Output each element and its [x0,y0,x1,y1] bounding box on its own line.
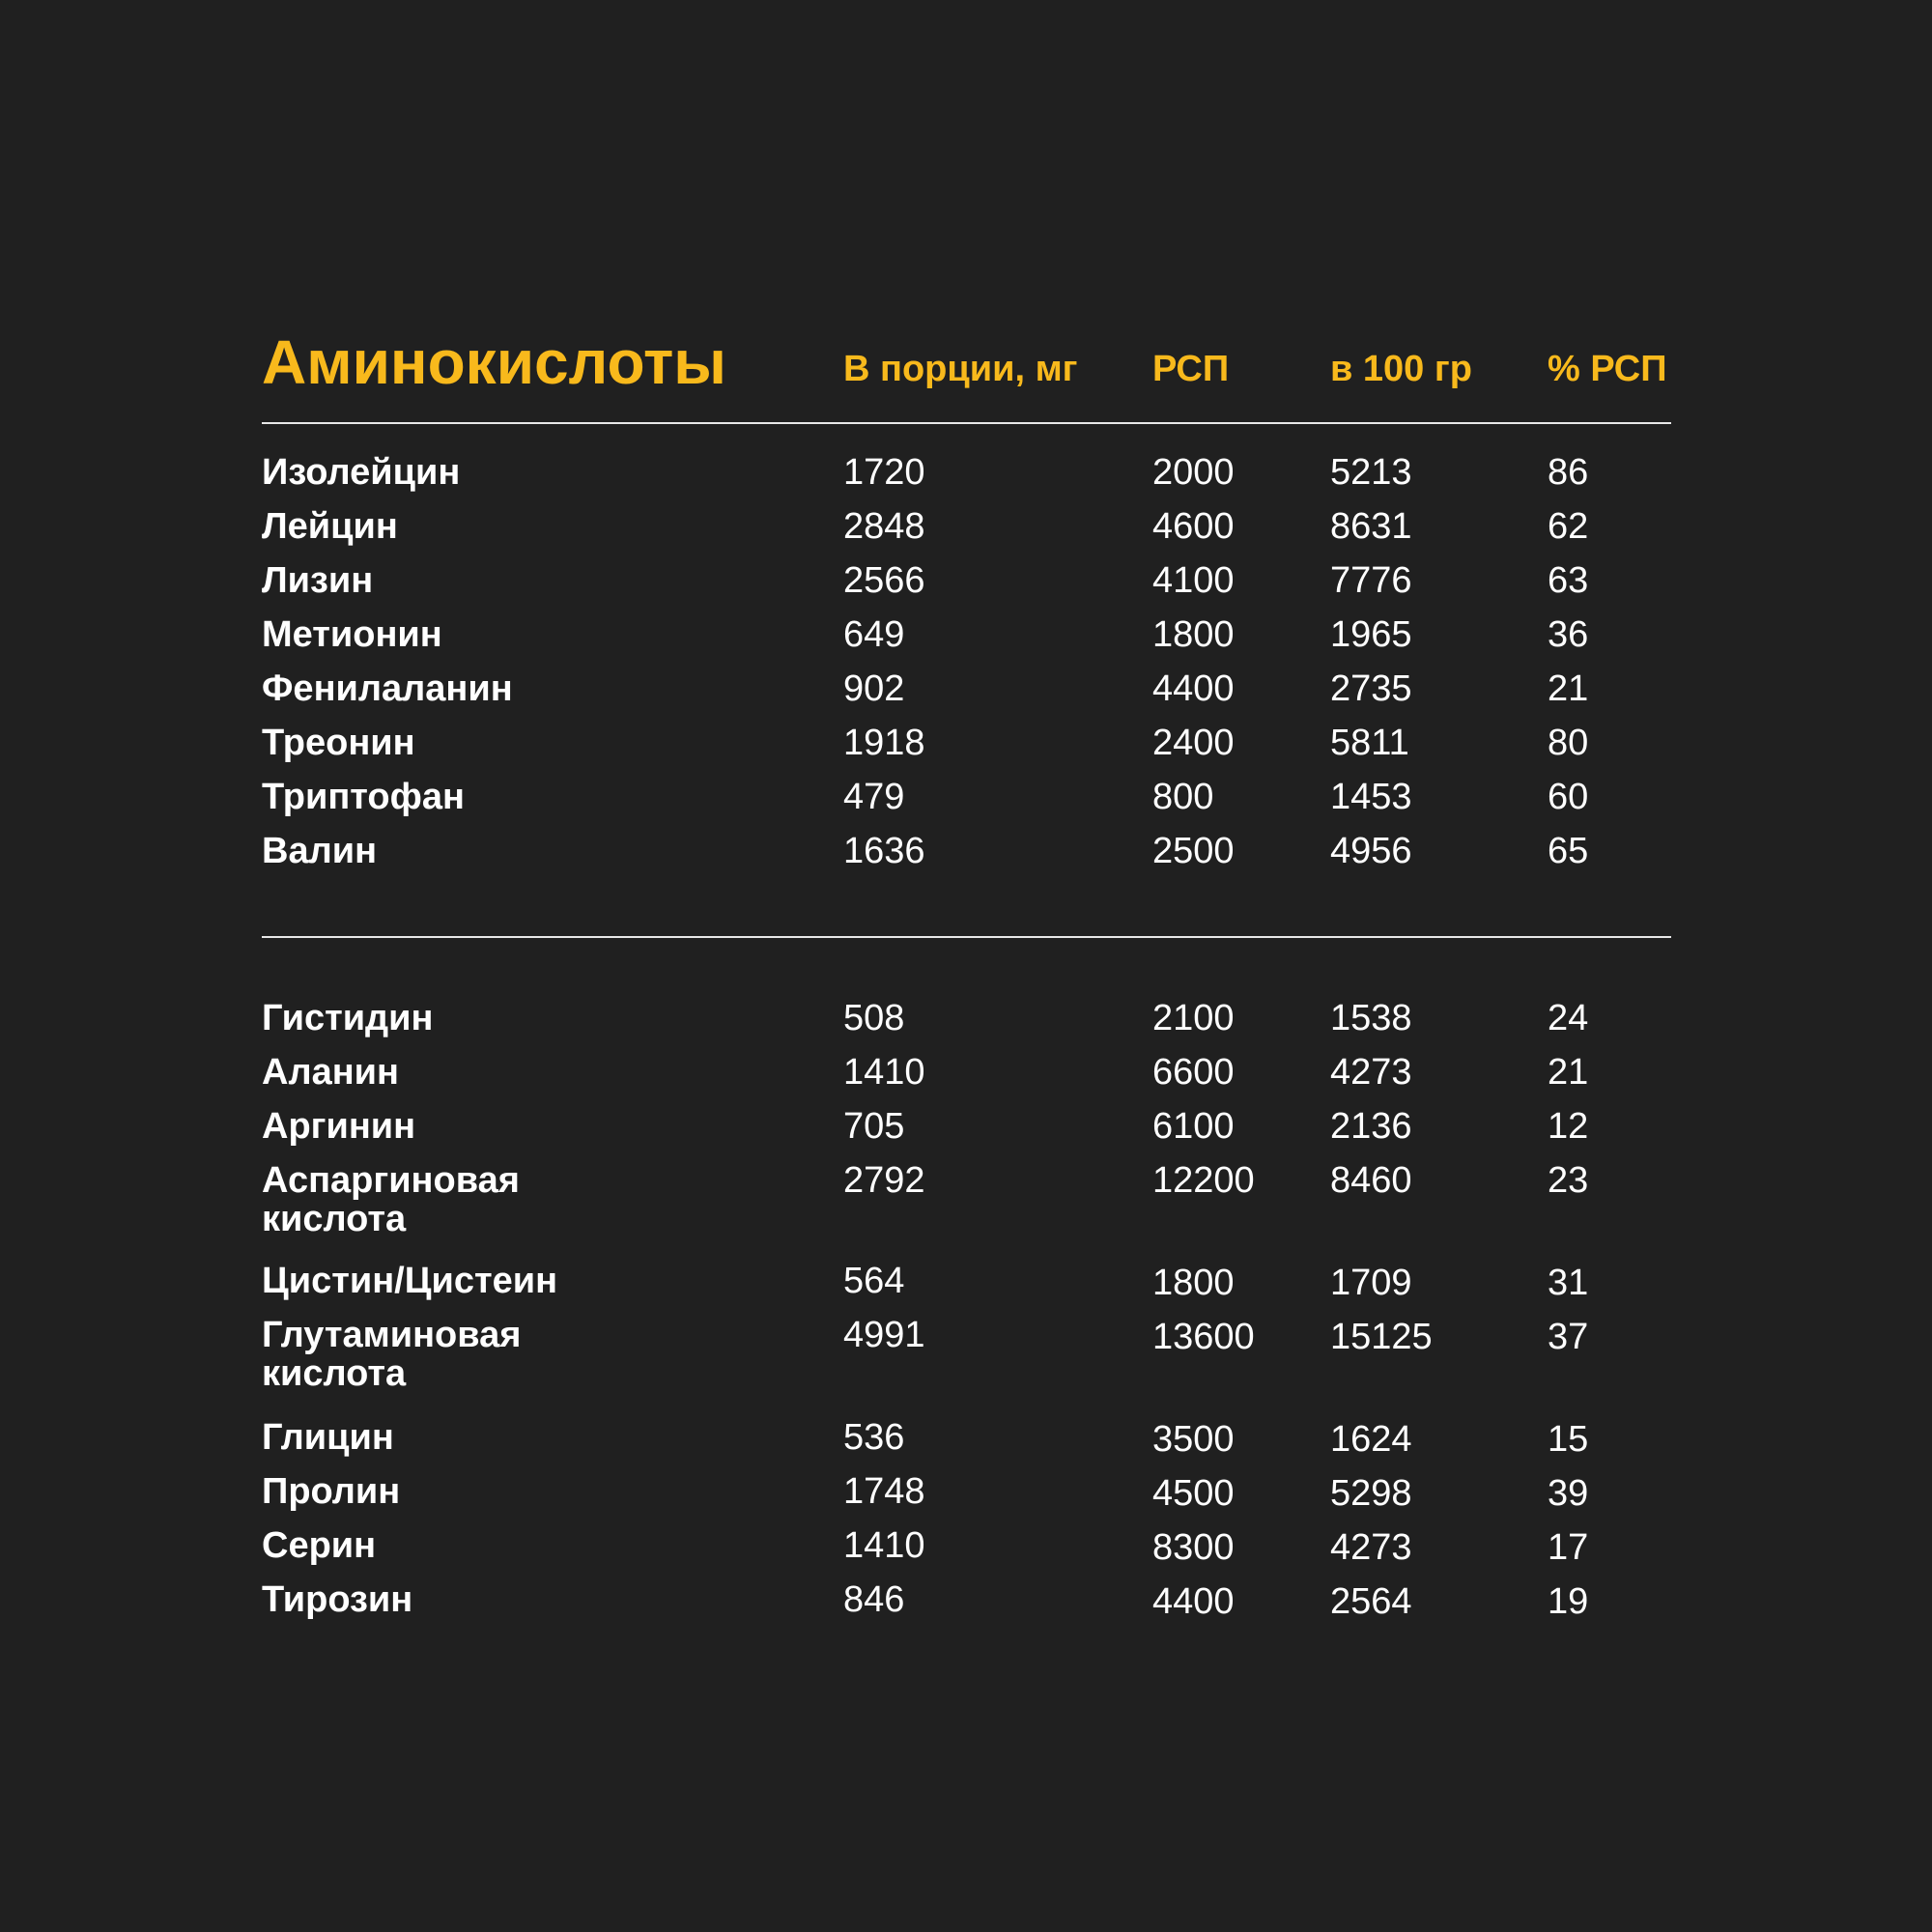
column-header-pct: % РСП [1548,349,1667,389]
table-row [0,669,1932,724]
portion-value: 1410 [843,1052,925,1093]
amino-name: Лизин [262,560,374,601]
rsp-value: 2400 [1152,723,1235,763]
pct-value: 63 [1548,560,1589,601]
amino-name: Аспаргиновая кислота [262,1160,520,1239]
table-row [0,724,1932,778]
table-row [0,1417,1932,1474]
rsp-value: 4400 [1152,1581,1235,1622]
portion-value: 902 [843,668,905,709]
portion-value: 564 [843,1261,905,1301]
per100-value: 5298 [1330,1473,1412,1514]
header-divider [262,422,1671,424]
portion-value: 508 [843,998,905,1038]
portion-value: 2848 [843,506,925,547]
pct-value: 36 [1548,614,1589,655]
per100-value: 1965 [1330,614,1412,655]
per100-value: 2136 [1330,1106,1412,1147]
amino-name: Серин [262,1525,377,1566]
per100-value: 15125 [1330,1317,1433,1357]
per100-value: 4956 [1330,831,1412,871]
amino-name: Цистин/Цистеин [262,1261,558,1301]
amino-name: Тирозин [262,1579,413,1620]
portion-value: 4991 [843,1315,925,1355]
rsp-value: 12200 [1152,1160,1255,1201]
amino-name: Лейцин [262,506,398,547]
table-row [0,453,1932,507]
pct-value: 31 [1548,1263,1589,1303]
table-row [0,832,1932,886]
portion-value: 649 [843,614,905,655]
pct-value: 37 [1548,1317,1589,1357]
amino-name: Треонин [262,723,415,763]
table-row [0,1053,1932,1107]
table-row [0,1315,1932,1394]
portion-value: 705 [843,1106,905,1147]
column-header-portion: В порции, мг [843,349,1078,389]
table-row [0,1107,1932,1161]
pct-value: 60 [1548,777,1589,817]
pct-value: 12 [1548,1106,1589,1147]
table-row [0,1471,1932,1528]
rsp-value: 2500 [1152,831,1235,871]
per100-value: 1709 [1330,1263,1412,1303]
portion-value: 1918 [843,723,925,763]
table-row [0,615,1932,669]
amino-name: Фенилаланин [262,668,513,709]
portion-value: 2792 [843,1160,925,1201]
pct-value: 65 [1548,831,1589,871]
portion-value: 2566 [843,560,925,601]
rsp-value: 4500 [1152,1473,1235,1514]
amino-name: Глутаминовая кислота [262,1315,522,1394]
table-row [0,561,1932,615]
pct-value: 80 [1548,723,1589,763]
per100-value: 5811 [1330,723,1409,763]
amino-name: Триптофан [262,777,465,817]
rsp-value: 1800 [1152,614,1235,655]
pct-value: 21 [1548,668,1589,709]
pct-value: 15 [1548,1419,1589,1460]
amino-name: Изолейцин [262,452,461,493]
section-divider [262,936,1671,938]
rsp-value: 2100 [1152,998,1235,1038]
amino-name: Валин [262,831,378,871]
column-header-per100: в 100 гр [1330,349,1472,389]
rsp-value: 4600 [1152,506,1235,547]
rsp-value: 800 [1152,777,1214,817]
column-header-rsp: РСП [1152,349,1230,389]
per100-value: 8460 [1330,1160,1412,1201]
amino-name: Метионин [262,614,442,655]
page-title: Аминокислоты [262,327,726,397]
per100-value: 4273 [1330,1527,1412,1568]
pct-value: 39 [1548,1473,1589,1514]
table-row [0,1525,1932,1582]
per100-value: 4273 [1330,1052,1412,1093]
table-row [0,1261,1932,1318]
per100-value: 1453 [1330,777,1412,817]
pct-value: 17 [1548,1527,1589,1568]
portion-value: 536 [843,1417,905,1458]
rsp-value: 1800 [1152,1263,1235,1303]
amino-name: Аргинин [262,1106,416,1147]
rsp-value: 2000 [1152,452,1235,493]
pct-value: 23 [1548,1160,1589,1201]
portion-value: 1748 [843,1471,925,1512]
pct-value: 24 [1548,998,1589,1038]
portion-value: 1636 [843,831,925,871]
portion-value: 846 [843,1579,905,1620]
pct-value: 19 [1548,1581,1589,1622]
per100-value: 2564 [1330,1581,1412,1622]
amino-name: Глицин [262,1417,394,1458]
rsp-value: 4400 [1152,668,1235,709]
table-row [0,1160,1932,1239]
table-row [0,778,1932,832]
rsp-value: 8300 [1152,1527,1235,1568]
rsp-value: 3500 [1152,1419,1235,1460]
per100-value: 1538 [1330,998,1412,1038]
rsp-value: 13600 [1152,1317,1255,1357]
amino-name: Аланин [262,1052,399,1093]
per100-value: 5213 [1330,452,1412,493]
portion-value: 479 [843,777,905,817]
rsp-value: 4100 [1152,560,1235,601]
pct-value: 21 [1548,1052,1589,1093]
pct-value: 62 [1548,506,1589,547]
amino-name: Пролин [262,1471,401,1512]
per100-value: 2735 [1330,668,1412,709]
portion-value: 1720 [843,452,925,493]
amino-name: Гистидин [262,998,434,1038]
per100-value: 8631 [1330,506,1412,547]
pct-value: 86 [1548,452,1589,493]
table-row [0,1579,1932,1636]
per100-value: 7776 [1330,560,1412,601]
table-row [0,507,1932,561]
portion-value: 1410 [843,1525,925,1566]
table-row [0,999,1932,1053]
rsp-value: 6100 [1152,1106,1235,1147]
rsp-value: 6600 [1152,1052,1235,1093]
per100-value: 1624 [1330,1419,1412,1460]
